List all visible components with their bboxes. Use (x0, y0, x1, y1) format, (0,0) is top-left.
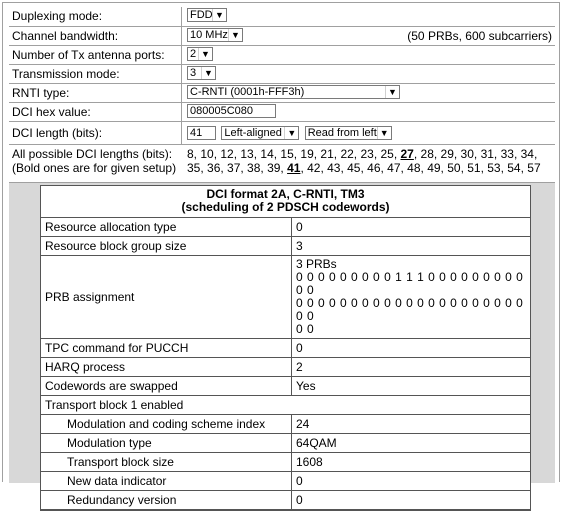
divider (181, 46, 182, 65)
divider (181, 84, 182, 103)
dci-fields-table (41, 218, 530, 510)
field-value: Yes (292, 377, 531, 396)
prb-bitmap-line: 0 0 (296, 322, 315, 336)
length-label: DCI length (bits): (12, 126, 103, 140)
field-label: Codewords are swapped (41, 377, 292, 396)
field-value: 0 (292, 218, 531, 237)
table-row (41, 453, 530, 472)
section-heading: Transport block 1 enabled (41, 396, 530, 415)
chevron-down-icon: ▼ (212, 9, 226, 21)
dci-table (40, 185, 531, 511)
field-value: 3 (292, 237, 531, 256)
divider (181, 7, 182, 26)
divider (181, 122, 182, 145)
bandwidth-note: (50 PRBs, 600 subcarriers) (407, 29, 552, 43)
field-label: TPC command for PUCCH (41, 339, 292, 358)
tx-ports-select[interactable] (187, 47, 213, 61)
result-panel (9, 182, 555, 507)
tx-mode-value: 3 (190, 67, 197, 79)
field-label: Redundancy version (41, 491, 292, 510)
alignment-value: Left-aligned (224, 127, 282, 139)
field-label: HARQ process (41, 358, 292, 377)
table-row (41, 237, 530, 256)
dci-lengths-values (187, 147, 541, 175)
lengths-text: , 42, 43, 45, 46, 47, 48, 49, 50, 51, 53, 54, 57 (300, 161, 541, 175)
tx-ports-row (9, 45, 555, 65)
dci-lengths-row (9, 144, 555, 183)
lengths-bold: 27 (400, 147, 414, 161)
hex-row (9, 102, 555, 122)
dci-lengths-label (12, 147, 176, 175)
prb-assignment-value (292, 256, 531, 339)
bandwidth-row (9, 26, 555, 46)
rnti-row (9, 83, 555, 103)
rnti-select[interactable] (187, 85, 400, 99)
hex-input[interactable]: 080005C080 (187, 104, 276, 118)
field-label: New data indicator (41, 472, 292, 491)
field-value: 2 (292, 358, 531, 377)
table-row (41, 218, 530, 237)
chevron-down-icon: ▼ (201, 67, 215, 79)
length-input[interactable]: 41 (187, 126, 216, 140)
chevron-down-icon: ▼ (284, 127, 298, 139)
tx-mode-row (9, 64, 555, 84)
lengths-text: 35, 36, 37, 38, 39, (187, 161, 288, 175)
dci-lengths-label-line1: All possible DCI lengths (bits): (12, 147, 173, 161)
hex-label: DCI hex value: (12, 105, 91, 119)
duplexing-value: FDD (190, 9, 213, 21)
prb-count: 3 PRBs (296, 257, 337, 271)
table-row (41, 434, 530, 453)
table-row (41, 339, 530, 358)
bandwidth-value: 10 MHz (190, 29, 228, 41)
rnti-value: C-RNTI (0001h-FFF3h) (190, 86, 305, 98)
table-row (41, 377, 530, 396)
field-label: Resource block group size (41, 237, 292, 256)
tx-ports-value: 2 (190, 48, 197, 60)
table-row (41, 472, 530, 491)
duplexing-label: Duplexing mode: (12, 9, 103, 23)
prb-bitmap-line: 0 0 0 0 0 0 0 0 0 1 1 1 0 0 0 0 0 0 0 0 0 0 0 (296, 270, 524, 297)
field-value: 0 (292, 491, 531, 510)
divider (181, 103, 182, 122)
field-value: 0 (292, 339, 531, 358)
table-row (41, 491, 530, 510)
lengths-text: , 28, 29, 30, 31, 33, 34, (413, 147, 538, 161)
field-label: Transport block size (41, 453, 292, 472)
chevron-down-icon: ▼ (198, 48, 212, 60)
divider (181, 27, 182, 46)
divider (181, 65, 182, 84)
field-label: PRB assignment (41, 256, 292, 339)
field-value: 1608 (292, 453, 531, 472)
table-row (41, 358, 530, 377)
tx-mode-label: Transmission mode: (12, 67, 120, 81)
chevron-down-icon: ▼ (228, 29, 242, 41)
field-label: Resource allocation type (41, 218, 292, 237)
field-label: Modulation and coding scheme index (41, 415, 292, 434)
lengths-bold: 41 (287, 161, 301, 175)
table-row (41, 415, 530, 434)
dci-title-line1: DCI format 2A, C-RNTI, TM3 (206, 187, 365, 201)
bandwidth-select[interactable] (187, 28, 243, 42)
prb-bitmap-line: 0 0 0 0 0 0 0 0 0 0 0 0 0 0 0 0 0 0 0 0 0 0 0 (296, 296, 524, 323)
table-row (41, 396, 530, 415)
dci-table-title (41, 186, 530, 218)
alignment-select[interactable] (221, 126, 299, 140)
table-row (41, 256, 530, 339)
read-direction-value: Read from left (307, 127, 377, 139)
read-direction-select[interactable] (305, 126, 392, 140)
field-label: Modulation type (41, 434, 292, 453)
tx-ports-label: Number of Tx antenna ports: (12, 48, 165, 62)
chevron-down-icon: ▼ (385, 86, 399, 98)
field-value: 64QAM (292, 434, 531, 453)
field-value: 0 (292, 472, 531, 491)
rnti-label: RNTI type: (12, 86, 70, 100)
field-value: 24 (292, 415, 531, 434)
dci-lengths-label-line2: (Bold ones are for given setup) (12, 161, 177, 175)
chevron-down-icon: ▼ (377, 127, 391, 139)
tx-mode-select[interactable] (187, 66, 216, 80)
bandwidth-label: Channel bandwidth: (12, 29, 119, 43)
lengths-text: 8, 10, 12, 13, 14, 15, 19, 21, 22, 23, 25, (187, 147, 401, 161)
duplexing-select[interactable] (187, 8, 227, 22)
length-row (9, 121, 555, 145)
dci-title-line2: (scheduling of 2 PDSCH codewords) (181, 200, 390, 214)
duplexing-row (9, 7, 555, 26)
